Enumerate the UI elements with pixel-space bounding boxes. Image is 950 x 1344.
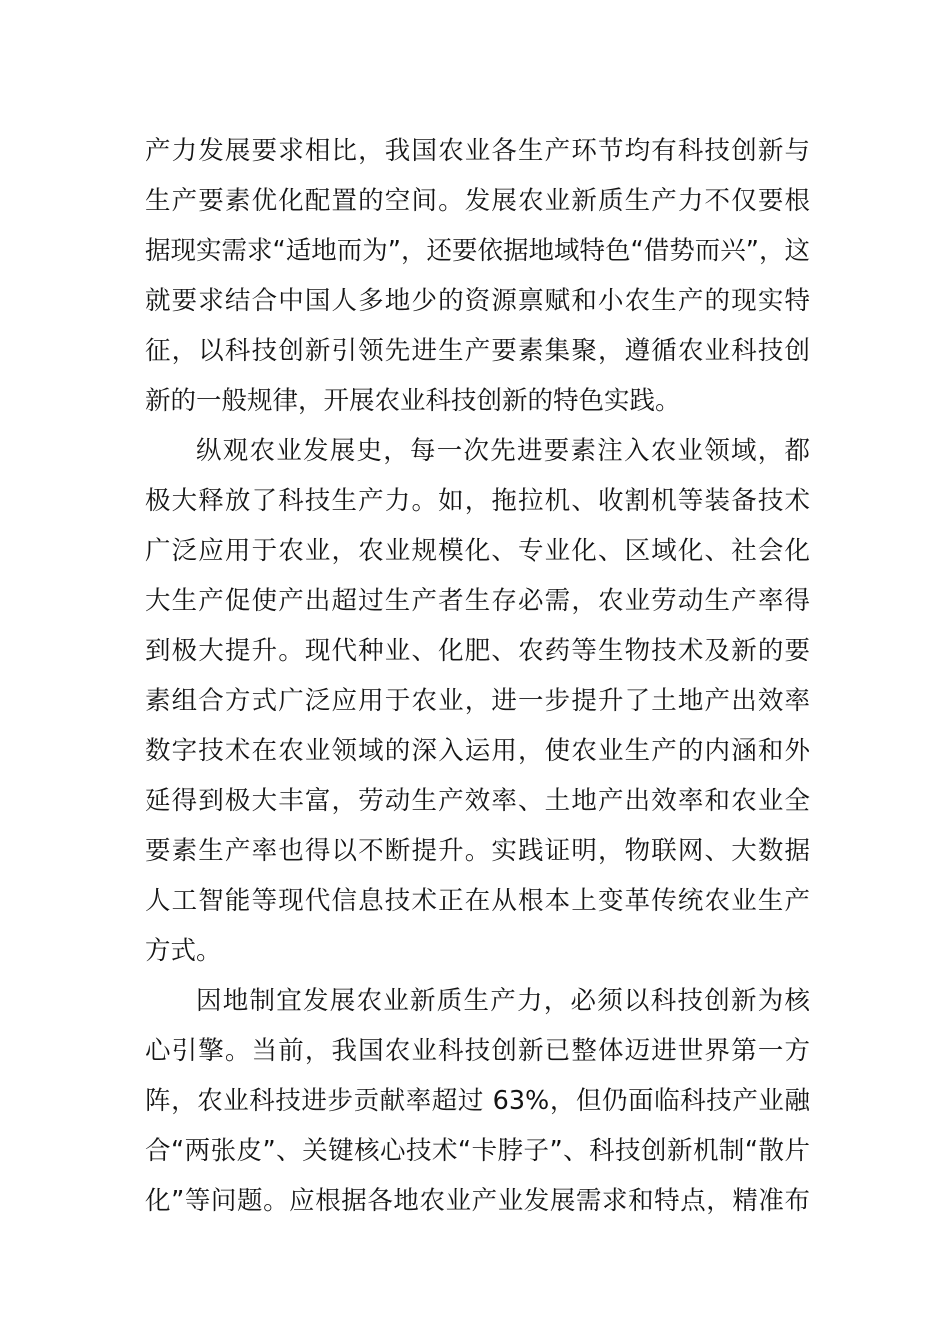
paragraph-line: 素组合方式广泛应用于农业，进一步提升了土地产出效率 (145, 686, 810, 716)
paragraph-line: 心引擎。当前，我国农业科技创新已整体迈进世界第一方 (145, 1036, 810, 1066)
paragraph-line: 合“两张皮”、关键核心技术“卡脖子”、科技创新机制“散片 (145, 1136, 810, 1166)
paragraph-line: 新的一般规律，开展农业科技创新的特色实践。 (145, 386, 681, 416)
paragraph-line: 征，以科技创新引领先进生产要素集聚，遵循农业科技创 (145, 336, 810, 366)
paragraph-line: 人工智能等现代信息技术正在从根本上变革传统农业生产 (145, 886, 810, 916)
paragraph-line: 阵，农业科技进步贡献率超过 63%，但仍面临科技产业融 (145, 1086, 810, 1116)
paragraph-line: 要素生产率也得以不断提升。实践证明，物联网、大数据 (145, 836, 810, 866)
paragraph-line: 因地制宜发展农业新质生产力，必须以科技创新为核 (196, 986, 810, 1016)
paragraph-line: 生产要素优化配置的空间。发展农业新质生产力不仅要根 (145, 186, 810, 216)
paragraph-1 (145, 126, 810, 426)
document-body (145, 126, 810, 1226)
paragraph-line: 产力发展要求相比，我国农业各生产环节均有科技创新与 (145, 136, 810, 166)
paragraph-line: 大生产促使产出超过生产者生存必需，农业劳动生产率得 (145, 586, 810, 616)
paragraph-2 (145, 426, 810, 976)
paragraph-line: 化”等问题。应根据各地农业产业发展需求和特点，精准布 (145, 1186, 810, 1216)
paragraph-line: 极大释放了科技生产力。如，拖拉机、收割机等装备技术 (145, 486, 810, 516)
paragraph-line: 广泛应用于农业，农业规模化、专业化、区域化、社会化 (145, 536, 810, 566)
paragraph-line: 纵观农业发展史，每一次先进要素注入农业领域，都 (196, 436, 810, 466)
paragraph-line: 到极大提升。现代种业、化肥、农药等生物技术及新的要 (145, 636, 810, 666)
paragraph-line: 就要求结合中国人多地少的资源禀赋和小农生产的现实特 (145, 286, 810, 316)
paragraph-line: 方式。 (145, 936, 222, 966)
paragraph-line: 据现实需求“适地而为”，还要依据地域特色“借势而兴”，这 (145, 236, 810, 266)
paragraph-line: 延得到极大丰富，劳动生产效率、土地产出效率和农业全 (145, 786, 810, 816)
paragraph-line: 数字技术在农业领域的深入运用，使农业生产的内涵和外 (145, 736, 810, 766)
paragraph-3 (145, 976, 810, 1226)
